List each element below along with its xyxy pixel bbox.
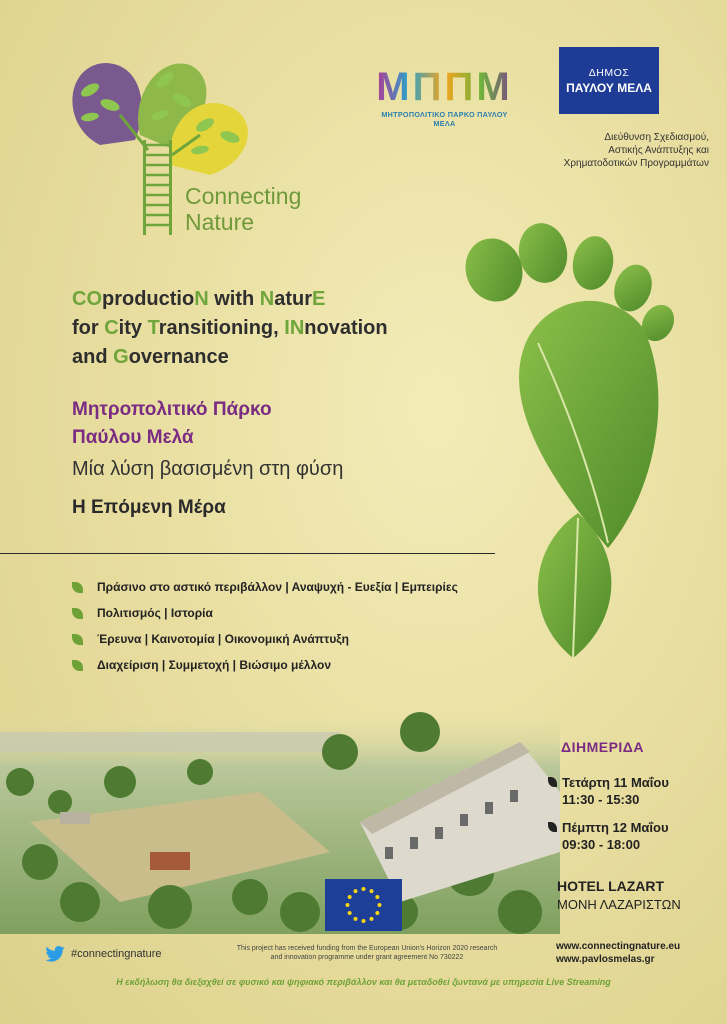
twitter-icon[interactable] bbox=[45, 946, 65, 962]
aerial-park-photo bbox=[0, 712, 560, 934]
venue-hotel: HOTEL LAZART bbox=[557, 878, 665, 894]
funding-note bbox=[222, 944, 512, 962]
park-subtitle: Μία λύση βασισμένη στη φύση bbox=[72, 458, 344, 480]
list-item bbox=[72, 574, 458, 600]
headline-segment: N bbox=[194, 288, 209, 310]
headline-segment: N bbox=[259, 288, 275, 310]
next-day-title: Η Επόμενη Μέρα bbox=[72, 497, 226, 518]
live-streaming-note: Η εκδήλωση θα διεξαχθεί σε φυσικό και ψηφιακό περιβάλλον και θα μεταδοθεί ζωντανά με υπηρεσία Live Streaming bbox=[116, 977, 611, 987]
mppm-title: ΜΠΠΜ bbox=[372, 64, 517, 110]
divider bbox=[0, 553, 495, 554]
list-item bbox=[72, 626, 458, 652]
eu-star-icon bbox=[346, 903, 350, 907]
dimos-logo bbox=[559, 47, 659, 114]
headline-segment: IN bbox=[284, 317, 305, 339]
leaf-footprint-icon bbox=[458, 218, 688, 663]
headline-line-1 bbox=[72, 285, 388, 314]
list-item-text: Πράσινο στο αστικό περιβάλλον | Αναψυχή - Ευεξία | Εμπειρίες bbox=[97, 580, 458, 594]
list-item-text: Έρευνα | Καινοτομία | Οικονομική Ανάπτυξη bbox=[97, 632, 349, 646]
park-title-line-2: Παύλου Μελά bbox=[72, 427, 194, 448]
venue-name: ΜΟΝΗ ΛΑΖΑΡΙΣΤΩΝ bbox=[557, 897, 681, 912]
eu-star-icon bbox=[370, 917, 374, 921]
headline-segment: and bbox=[72, 346, 114, 368]
connecting-headline bbox=[72, 285, 388, 372]
eu-star-icon bbox=[348, 911, 352, 915]
leaf-bullet-icon bbox=[72, 608, 83, 619]
headline-segment: CO bbox=[72, 288, 102, 310]
headline-line-3 bbox=[72, 343, 388, 372]
eu-star-icon bbox=[348, 895, 352, 899]
event-day-2-time: 09:30 - 18:00 bbox=[562, 837, 641, 852]
headline-segment: for bbox=[72, 317, 105, 339]
headline-segment: E bbox=[312, 288, 326, 310]
list-item bbox=[72, 600, 458, 626]
website-links bbox=[556, 940, 680, 966]
mppm-logo bbox=[372, 64, 517, 128]
eu-star-icon bbox=[362, 887, 366, 891]
dimos-department bbox=[499, 131, 709, 170]
eu-flag-icon bbox=[325, 879, 402, 931]
dimos-line-2: ΠΑΥΛΟΥ ΜΕΛΑ bbox=[566, 80, 652, 95]
list-item-text: Πολιτισμός | Ιστορία bbox=[97, 606, 213, 620]
url-pavlosmelas[interactable]: www.pavlosmelas.gr bbox=[556, 954, 655, 965]
leaf-bullet-icon bbox=[72, 634, 83, 645]
topic-list bbox=[72, 574, 458, 678]
leaf-bullet-icon bbox=[548, 822, 557, 832]
logo-line-1: Connecting bbox=[185, 183, 302, 209]
headline-segment: with bbox=[208, 288, 260, 310]
list-item-text: Διαχείριση | Συμμετοχή | Βιώσιμο μέλλον bbox=[97, 658, 331, 672]
headline-segment: T bbox=[147, 317, 159, 339]
headline-segment: atur bbox=[274, 288, 313, 310]
headline-segment: novation bbox=[304, 317, 388, 339]
leaf-bullet-icon bbox=[548, 777, 557, 787]
headline-segment: productio bbox=[102, 288, 195, 310]
dept-line: Χρηματοδοτικών Προγραμμάτων bbox=[563, 158, 709, 169]
dept-line: Αστικής Ανάπτυξης και bbox=[608, 145, 709, 156]
eu-star-icon bbox=[375, 911, 379, 915]
event-day-1 bbox=[548, 774, 669, 808]
headline-segment: G bbox=[113, 346, 129, 368]
mppm-subtitle: ΜΗΤΡΟΠΟΛΙΤΙΚΟ ΠΑΡΚΟ ΠΑΥΛΟΥ ΜΕΛΑ bbox=[381, 110, 508, 128]
dimos-line-1: ΔΗΜΟΣ bbox=[588, 66, 630, 79]
headline-segment: C bbox=[104, 317, 119, 339]
leaf-bullet-icon bbox=[72, 582, 83, 593]
eu-star-icon bbox=[354, 917, 358, 921]
logo-line-2: Nature bbox=[185, 209, 255, 235]
eu-star-icon bbox=[375, 895, 379, 899]
headline-line-2 bbox=[72, 314, 388, 343]
url-connectingnature[interactable]: www.connectingnature.eu bbox=[556, 941, 681, 952]
twitter-handle[interactable]: #connectingnature bbox=[71, 948, 162, 960]
event-day-2-date: Πέμπτη 12 Μαΐου bbox=[562, 820, 669, 835]
headline-segment: overnance bbox=[128, 346, 229, 368]
eu-star-icon bbox=[370, 889, 374, 893]
park-title-line-1: Μητροπολιτικό Πάρκο bbox=[72, 399, 272, 420]
funding-line-2: and innovation programme under grant agreement No 730222 bbox=[270, 954, 464, 961]
twitter-row bbox=[45, 946, 162, 962]
list-item bbox=[72, 652, 458, 678]
eu-star-icon bbox=[378, 903, 382, 907]
headline-segment: ransitioning, bbox=[158, 317, 285, 339]
park-title bbox=[72, 396, 272, 452]
event-title: ΔΙΗΜΕΡΙΔΑ bbox=[561, 739, 644, 755]
funding-line-1: This project has received funding from the European Union's Horizon 2020 research bbox=[236, 945, 498, 952]
eu-star-icon bbox=[354, 889, 358, 893]
event-day-1-date: Τετάρτη 11 Μαΐου bbox=[562, 775, 669, 790]
logo-text bbox=[185, 183, 301, 235]
dept-line: Διεύθυνση Σχεδιασμού, bbox=[604, 132, 709, 143]
eu-star-icon bbox=[362, 919, 366, 923]
event-day-1-time: 11:30 - 15:30 bbox=[562, 792, 640, 807]
event-day-2 bbox=[548, 819, 669, 853]
leaf-bullet-icon bbox=[72, 660, 83, 671]
headline-segment: ity bbox=[118, 317, 148, 339]
